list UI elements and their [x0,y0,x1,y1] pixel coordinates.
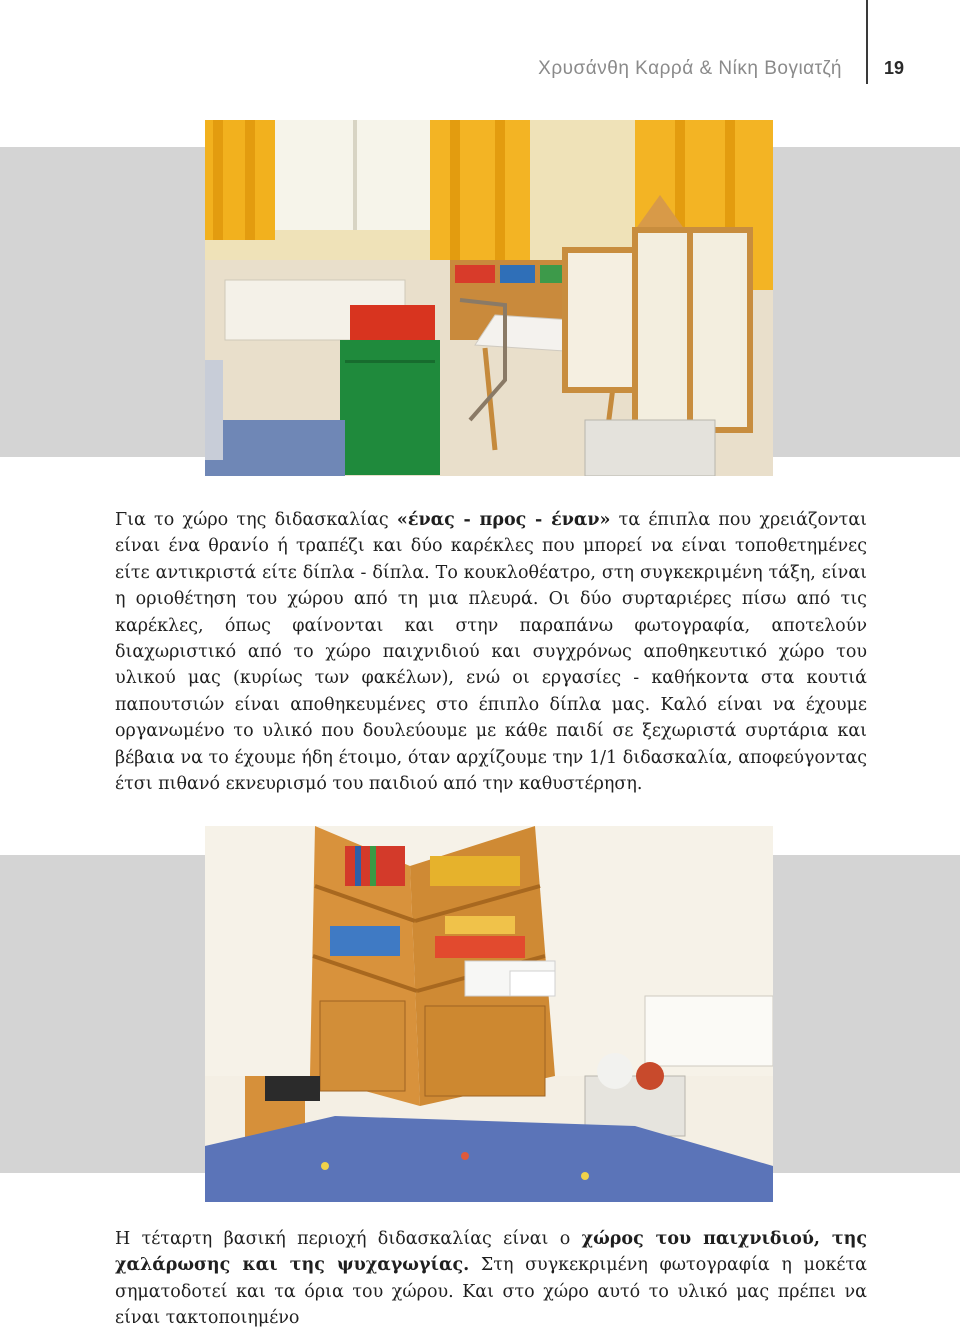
paragraph-2-bold-phrase: χώρος του παιχνιδιού, της χαλάρωσης και της ψυχαγωγίας. [115,1229,867,1276]
grey-band-left-2 [0,855,205,1173]
paragraph-1-body: τα έπιπλα που χρειάζονται είναι ένα θρανίο ή τραπέζι και δύο καρέκλες που μπορεί να είναι τοποθετημένες είτε αντικριστά είτε δίπλα - δίπλα. Το κουκλοθέατρο, στη συγκεκριμένη τάξη, είναι η οριοθέτηση του χώρου από τη μια πλευρά. Οι δύο συρταριέρες πίσω από τις καρέκλες, όπως φαίνονται και στην παραπάνω φωτογραφία, αποτελούν διαχωριστικό από το χώρο παιχνιδιού και συγχρόνως αποθηκευτικό χώρο του υλικού μας (κυρίως των φακέλων), ενώ οι εργασίες - καθήκοντα στα κουτιά παπουτσιών είναι αποθηκευμένες στο έπιπλο δίπλα μας. Καλό είναι να έχουμε οργανωμένο το υλικό που δουλεύουμε με κάθε παιδί σε ξεχωριστά συρτάρια και βέβαια να το έχουμε ήδη έτοιμο, όταν αρχίζουμε την 1/1 διδασκαλία, αποφεύγοντας έτσι πιθανό εκνευρισμό του παιδιού από την καθυστέρηση. [115,510,867,795]
classroom-desk-photo [205,120,773,476]
paragraph-one-to-one-teaching [115,507,867,797]
grey-band-right-2 [773,855,960,1173]
paragraph-1-lead: Για το χώρο της διδασκαλίας [115,510,397,530]
play-corner-photo [205,826,773,1202]
paragraph-1-bold-phrase: «ένας - προς - έναν» [396,510,611,530]
paragraph-2-lead: Η τέταρτη βασική περιοχή διδασκαλίας είναι ο [115,1229,582,1249]
page-number: 19 [884,58,905,78]
paragraph-2-body: Στη συγκεκριμένη φωτογραφία η μοκέτα σηματοδοτεί και τα όρια του χώρου. Και στο χώρο αυτό το υλικό μας πρέπει να είναι τακτοποιημένο [115,1255,868,1329]
play-corner-illustration [205,826,773,1202]
classroom-desk-illustration [205,120,773,476]
paragraph-play-area [115,1226,867,1332]
grey-band-right-1 [773,147,960,457]
running-header-authors: Χρυσάνθη Καρρά & Νίκη Βογιατζή [538,58,842,79]
header-divider [866,0,868,84]
grey-band-left-1 [0,147,205,457]
